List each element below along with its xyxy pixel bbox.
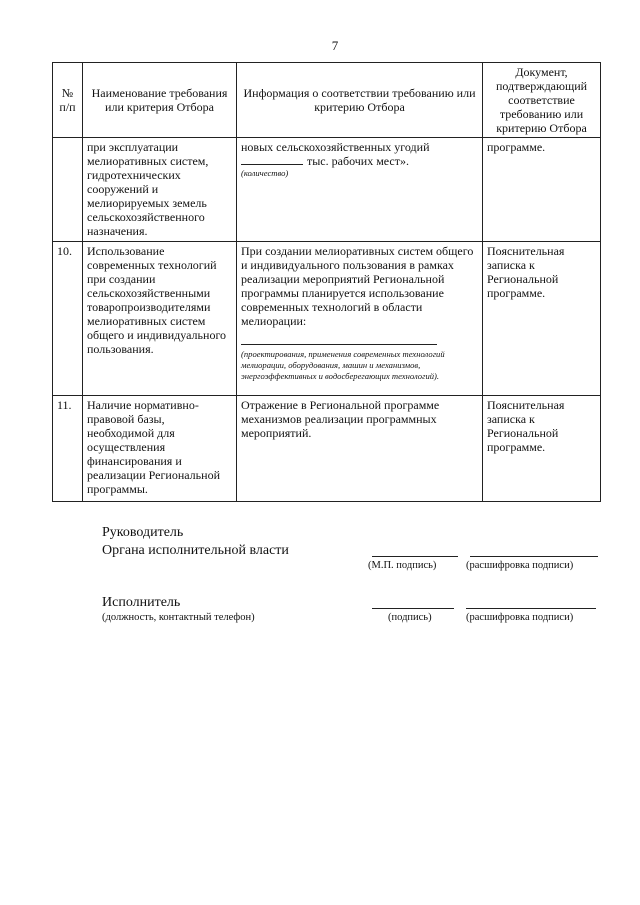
cell-num xyxy=(53,138,83,242)
cell-doc: Пояснительная записка к Региональной программе. xyxy=(483,396,601,502)
field-note: (количество) xyxy=(241,168,289,178)
head-title: Руководитель xyxy=(102,525,184,540)
field-note: (проектирования, применения современных технологий мелиорации, оборудования, машин и механизмов, энергоэффективных и водосберегающих технологий). xyxy=(241,349,445,381)
decode-label: (расшифровка подписи) xyxy=(466,612,574,623)
cell-num: 11. xyxy=(53,396,83,502)
table-row xyxy=(53,138,601,242)
info-text: новых сельскохозяйственных угодий xyxy=(241,140,430,154)
header-info: Информация о соответствии требованию или критерию Отбора xyxy=(237,63,483,138)
cell-name: Использование современных технологий при создании сельскохозяйственными товаропроизводителями мелиоративных систем общего и индивидуального пользования. xyxy=(83,242,237,396)
table-row xyxy=(53,242,601,396)
decode-line xyxy=(470,556,598,557)
cell-doc: программе. xyxy=(483,138,601,242)
header-num: № п/п xyxy=(53,63,83,138)
cell-info xyxy=(237,242,483,396)
cell-info: Отражение в Региональной программе механизмов реализации программных мероприятий. xyxy=(237,396,483,502)
signature-line xyxy=(372,608,454,609)
executor-sub: (должность, контактный телефон) xyxy=(102,612,255,623)
page-number: 7 xyxy=(331,38,339,53)
cell-name: при эксплуатации мелиоративных систем, гидротехнических сооружений и мелиорируемых земель сельскохозяйственного назначения. xyxy=(83,138,237,242)
requirements-table xyxy=(52,62,601,502)
decode-line xyxy=(466,608,596,609)
header-name: Наименование требования или критерия Отбора xyxy=(83,63,237,138)
blank-field xyxy=(241,332,437,345)
info-text: При создании мелиоративных систем общего и индивидуального пользования в рамках реализации мероприятий Региональной программы планируется использование современных технологий в области мелиорации: xyxy=(241,244,474,328)
cell-num: 10. xyxy=(53,242,83,396)
header-doc: Документ, подтверждающий соответствие требованию или критерию Отбора xyxy=(483,63,601,138)
cell-doc: Пояснительная записка к Региональной программе. xyxy=(483,242,601,396)
decode-label: (расшифровка подписи) xyxy=(466,560,574,571)
cell-name: Наличие нормативно-правовой базы, необходимой для осуществления финансирования и реализации Региональной программы. xyxy=(83,396,237,502)
sign-label: (подпись) xyxy=(388,612,432,623)
blank-field xyxy=(241,154,303,165)
table-row xyxy=(53,396,601,502)
info-text: тыс. рабочих мест». xyxy=(307,154,409,168)
signature-line xyxy=(372,556,458,557)
cell-info xyxy=(237,138,483,242)
mp-sign-label: (М.П. подпись) xyxy=(368,560,437,571)
head-org: Органа исполнительной власти xyxy=(102,543,289,558)
executor-title: Исполнитель xyxy=(102,595,181,610)
table-header-row xyxy=(53,63,601,138)
